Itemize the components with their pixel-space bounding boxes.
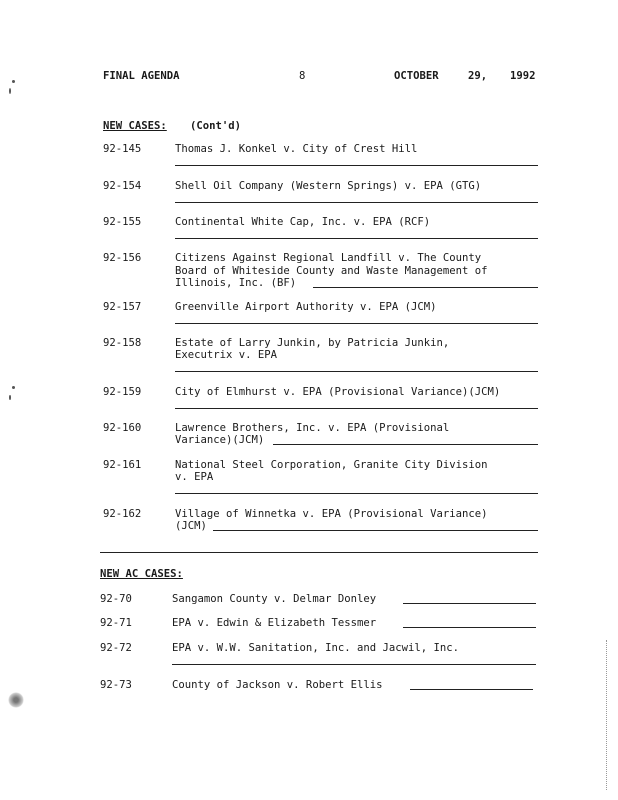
case-title-line: City of Elmhurst v. EPA (Provisional Variance)(JCM): [175, 386, 501, 398]
signature-line: [175, 238, 538, 239]
ac-case-title: County of Jackson v. Robert Ellis: [172, 679, 383, 691]
case-title-line: Shell Oil Company (Western Springs) v. EPA (GTG): [175, 180, 482, 192]
signature-line: [175, 371, 538, 372]
section-divider: [100, 552, 538, 553]
case-title-line: Illinois, Inc. (BF): [175, 277, 297, 289]
signature-line: [175, 408, 538, 409]
case-number: 92-162: [103, 508, 142, 520]
signature-line: [213, 530, 538, 531]
ac-case-title: Sangamon County v. Delmar Donley: [172, 593, 377, 605]
signature-line: [175, 323, 538, 324]
ac-case-number: 92-73: [100, 679, 132, 691]
page-number: 8: [299, 70, 306, 82]
signature-line: [175, 493, 538, 494]
case-title-line: National Steel Corporation, Granite City Division: [175, 459, 488, 471]
case-title-line: (JCM): [175, 520, 207, 532]
date-month: OCTOBER: [394, 70, 439, 82]
case-title-line: Lawrence Brothers, Inc. v. EPA (Provisional: [175, 422, 450, 434]
ac-case-number: 92-72: [100, 642, 132, 654]
ac-case-title: EPA v. W.W. Sanitation, Inc. and Jacwil, Inc.: [172, 642, 460, 654]
date-year: 1992: [510, 70, 536, 82]
signature-line: [172, 664, 536, 665]
scan-speck: [12, 386, 15, 389]
case-title-line: Citizens Against Regional Landfill v. The County: [175, 252, 482, 264]
signature-line: [313, 287, 538, 288]
case-title-line: Continental White Cap, Inc. v. EPA (RCF): [175, 216, 431, 228]
case-number: 92-145: [103, 143, 142, 155]
ac-case-number: 92-70: [100, 593, 132, 605]
case-title-line: Estate of Larry Junkin, by Patricia Junkin,: [175, 337, 450, 349]
signature-line: [410, 689, 533, 690]
case-number: 92-159: [103, 386, 142, 398]
case-title-line: Greenville Airport Authority v. EPA (JCM): [175, 301, 437, 313]
date-day: 29,: [468, 70, 488, 82]
case-title-line: v. EPA: [175, 471, 214, 483]
case-number: 92-156: [103, 252, 142, 264]
ac-case-number: 92-71: [100, 617, 132, 629]
scan-edge-mark: [606, 640, 607, 790]
scan-speck: [9, 395, 11, 400]
scan-speck: [12, 80, 15, 83]
case-number: 92-158: [103, 337, 142, 349]
case-number: 92-161: [103, 459, 142, 471]
case-title-line: Variance)(JCM): [175, 434, 265, 446]
signature-line: [403, 603, 536, 604]
signature-line: [403, 627, 536, 628]
case-number: 92-155: [103, 216, 142, 228]
case-title-line: Thomas J. Konkel v. City of Crest Hill: [175, 143, 418, 155]
case-title-line: Village of Winnetka v. EPA (Provisional Variance): [175, 508, 488, 520]
ac-case-title: EPA v. Edwin & Elizabeth Tessmer: [172, 617, 377, 629]
signature-line: [175, 165, 538, 166]
section-title-new-cases: NEW CASES:: [103, 120, 167, 132]
scan-speck: [8, 692, 24, 708]
case-title-line: Board of Whiteside County and Waste Management of: [175, 265, 488, 277]
case-title-line: Executrix v. EPA: [175, 349, 278, 361]
signature-line: [175, 202, 538, 203]
section-cont: (Cont'd): [190, 120, 242, 132]
case-number: 92-154: [103, 180, 142, 192]
signature-line: [273, 444, 538, 445]
agenda-title: FINAL AGENDA: [103, 70, 180, 82]
case-number: 92-157: [103, 301, 142, 313]
scan-speck: [9, 88, 11, 94]
section-title-new-ac-cases: NEW AC CASES:: [100, 568, 183, 580]
case-number: 92-160: [103, 422, 142, 434]
